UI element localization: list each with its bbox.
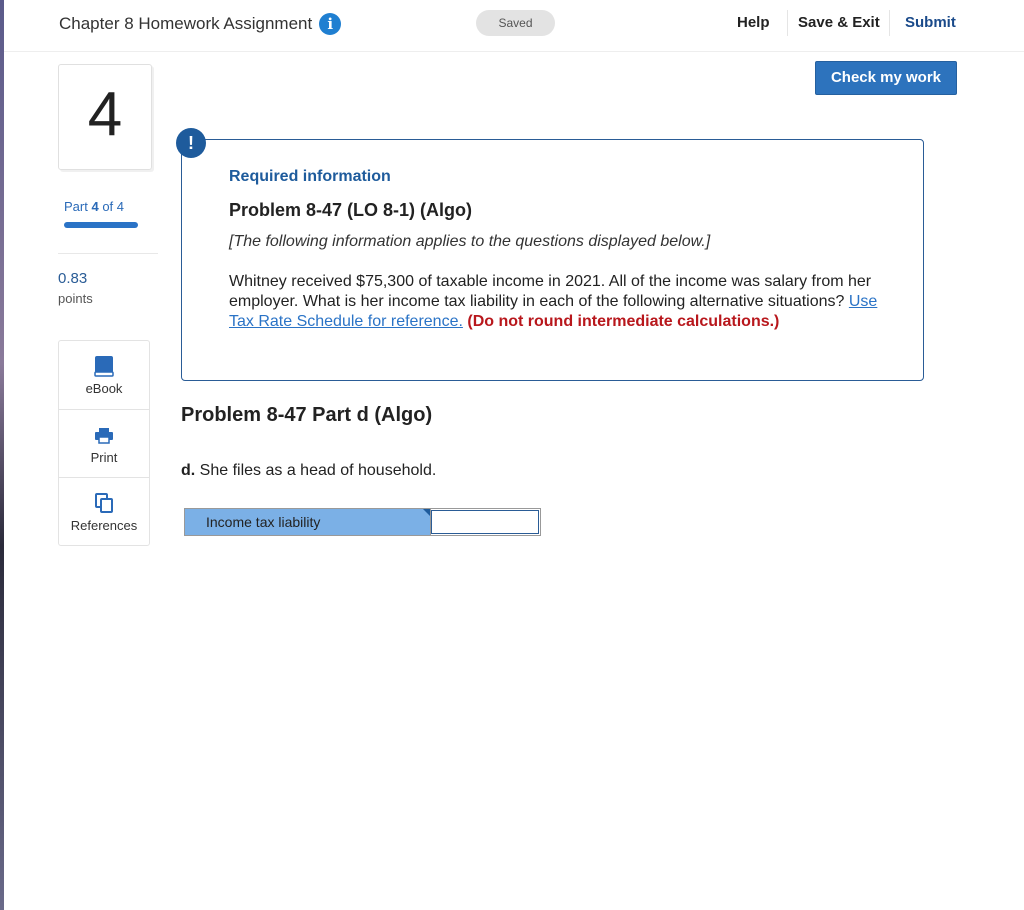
alert-icon: ! (176, 128, 206, 158)
problem-body-text: Whitney received $75,300 of taxable income in 2021. All of the income was salary from her employer. What is her income tax liability in each of the following alternative situations? (229, 273, 872, 310)
references-label: References (70, 518, 138, 533)
part-current: 4 (91, 199, 99, 214)
tax-rate-schedule-link[interactable]: Use Tax Rate Schedule for reference. (229, 293, 878, 330)
points-label: points (58, 291, 93, 306)
info-icon[interactable]: i (319, 13, 341, 35)
answer-row (184, 508, 541, 536)
cell-corner-marker (423, 509, 430, 516)
assignment-title (59, 13, 341, 35)
check-my-work-button[interactable]: Check my work (815, 61, 957, 95)
part-total: of 4 (102, 199, 125, 214)
points-value: 0.83 (58, 270, 88, 287)
submit-link[interactable]: Submit (905, 14, 956, 31)
print-label: Print (90, 450, 118, 465)
part-indicator (64, 199, 124, 214)
problem-title: Problem 8-47 (LO 8-1) (Algo) (229, 200, 473, 220)
print-button[interactable] (59, 409, 149, 477)
question-number: 4 (87, 80, 123, 149)
save-exit-link[interactable]: Save & Exit (798, 14, 880, 31)
top-bar (4, 0, 1024, 52)
header-divider (889, 10, 890, 36)
answer-label: Income tax liability (206, 514, 321, 530)
part-progress-bar (64, 222, 138, 228)
income-tax-liability-input[interactable] (430, 509, 540, 535)
ebook-label: eBook (85, 381, 123, 396)
header-divider (787, 10, 788, 36)
part-word: Part (64, 199, 88, 214)
assignment-title-text: Chapter 8 Homework Assignment (59, 14, 313, 33)
saved-status-badge: Saved (476, 10, 555, 36)
question-number-card (58, 64, 152, 170)
copy-icon (94, 492, 114, 514)
references-button[interactable] (59, 477, 149, 545)
problem-body (229, 272, 889, 332)
tools-panel (58, 340, 150, 546)
window-edge (0, 0, 4, 910)
help-link[interactable]: Help (737, 14, 770, 31)
sidebar-divider (58, 253, 158, 254)
rounding-warning: (Do not round intermediate calculations.) (467, 313, 780, 330)
book-icon (94, 355, 114, 377)
applies-text: [The following information applies to the questions displayed below.] (229, 233, 711, 250)
answer-label-cell (185, 509, 430, 535)
question-prompt (181, 462, 436, 480)
question-letter: d. (181, 462, 196, 479)
printer-icon (94, 424, 114, 446)
required-info-title: Required information (229, 168, 391, 185)
question-text: She files as a head of household. (199, 462, 437, 479)
part-heading: Problem 8-47 Part d (Algo) (181, 404, 433, 426)
ebook-button[interactable] (59, 341, 149, 409)
